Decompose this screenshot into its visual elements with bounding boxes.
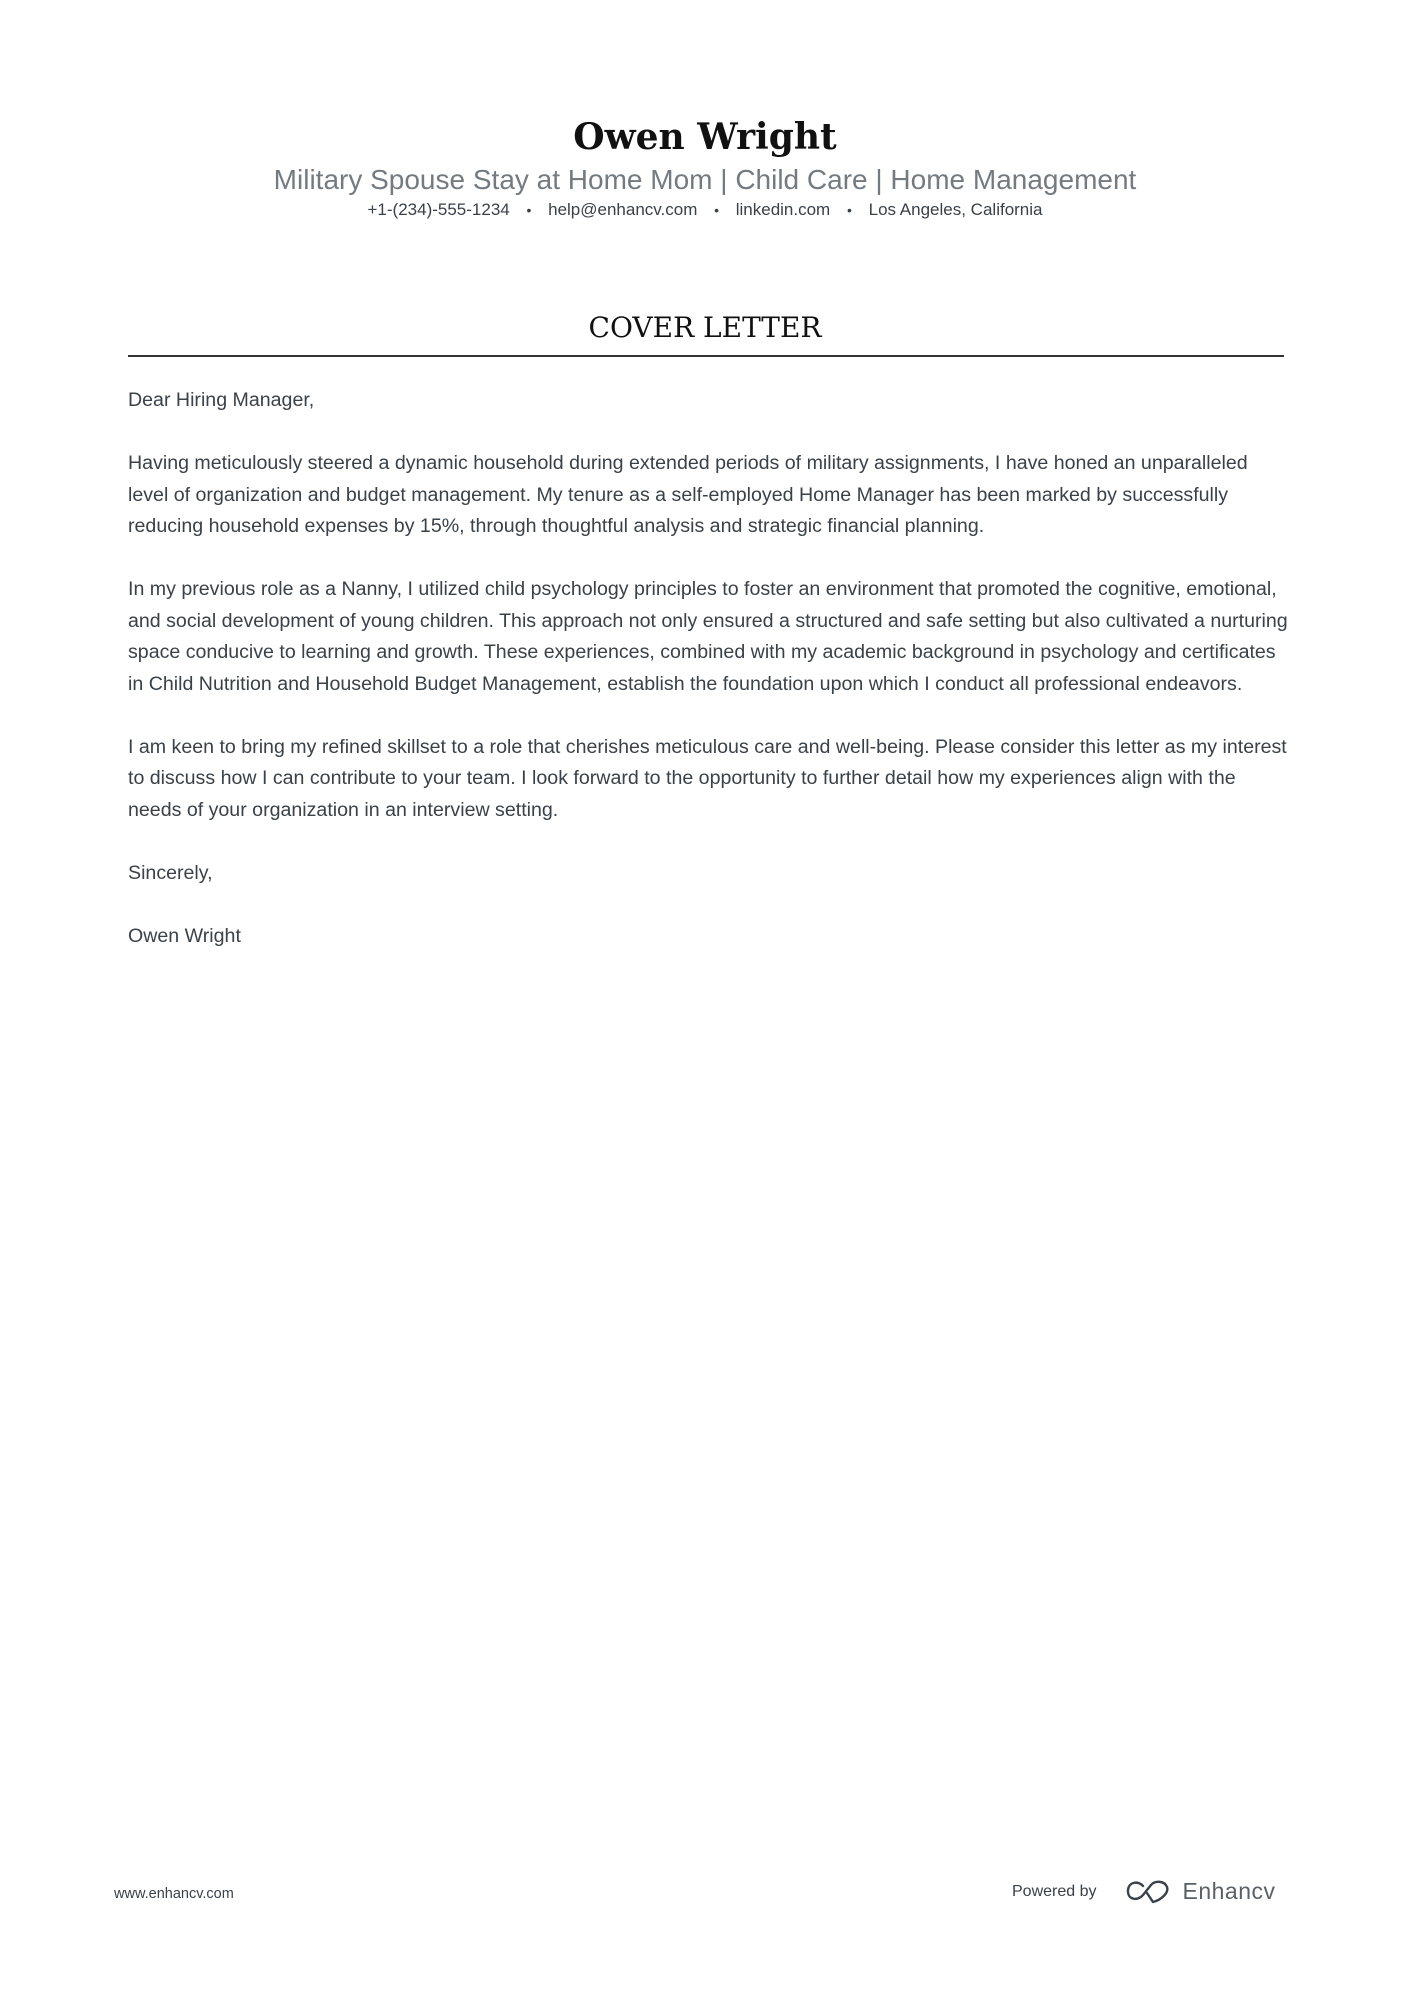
phone: +1-(234)-555-1234 (367, 200, 510, 219)
salutation: Dear Hiring Manager, (128, 389, 315, 411)
enhancv-logo-icon (1125, 1879, 1171, 1905)
paragraph: Having meticulously steered a dynamic household during extended periods of military assignments, I have honed an unparalleled level of organization and budget management. My tenure as a self-employed Home Manager has been marked by successfully reducing household expenses by 15%, through thoughtful analysis and strategic financial planning. (128, 452, 1248, 537)
header (0, 112, 1410, 221)
brand-name: Enhancv (1182, 1878, 1276, 1904)
headline: Military Spouse Stay at Home Mom | Child Care | Home Management (273, 164, 1137, 195)
paragraph: I am keen to bring my refined skillset to a role that cherishes meticulous care and well-being. Please consider this letter as my interest to discuss how I can contribute to your team. I look forward to the opportunity to further detail how my experiences align with the needs of your organization in an interview setting. (128, 735, 1287, 821)
separator: • (714, 202, 719, 218)
section-title: COVER LETTER (588, 311, 822, 344)
linkedin-link[interactable]: linkedin.com (735, 200, 831, 219)
separator: • (846, 202, 852, 218)
separator: • (526, 202, 532, 218)
footer-website-link[interactable]: www.enhancv.com (114, 1886, 234, 1902)
contact-info (0, 199, 1410, 221)
letter-body (128, 385, 1288, 984)
powered-by-label: Powered by (1012, 1882, 1097, 1900)
closing: Sincerely, (128, 861, 213, 884)
applicant-name: Owen Wright (573, 116, 837, 158)
email-link[interactable]: help@enhancv.com (548, 200, 698, 219)
location: Los Angeles, California (868, 200, 1043, 219)
signature: Owen Wright (128, 924, 241, 947)
paragraph: In my previous role as a Nanny, I utilized child psychology principles to foster an environment that promoted the cognitive, emotional, and social development of young children. This approach not only ensured a structured and safe setting but also cultivated a nurturing space conducive to learning and growth. These experiences, combined with my academic background in psychology and certificates in Child Nutrition and Household Budget Management, establish the foundation upon which I conduct all professional endeavors. (128, 578, 1288, 695)
footer-branding[interactable] (1012, 1878, 1276, 1905)
divider (128, 355, 1284, 357)
